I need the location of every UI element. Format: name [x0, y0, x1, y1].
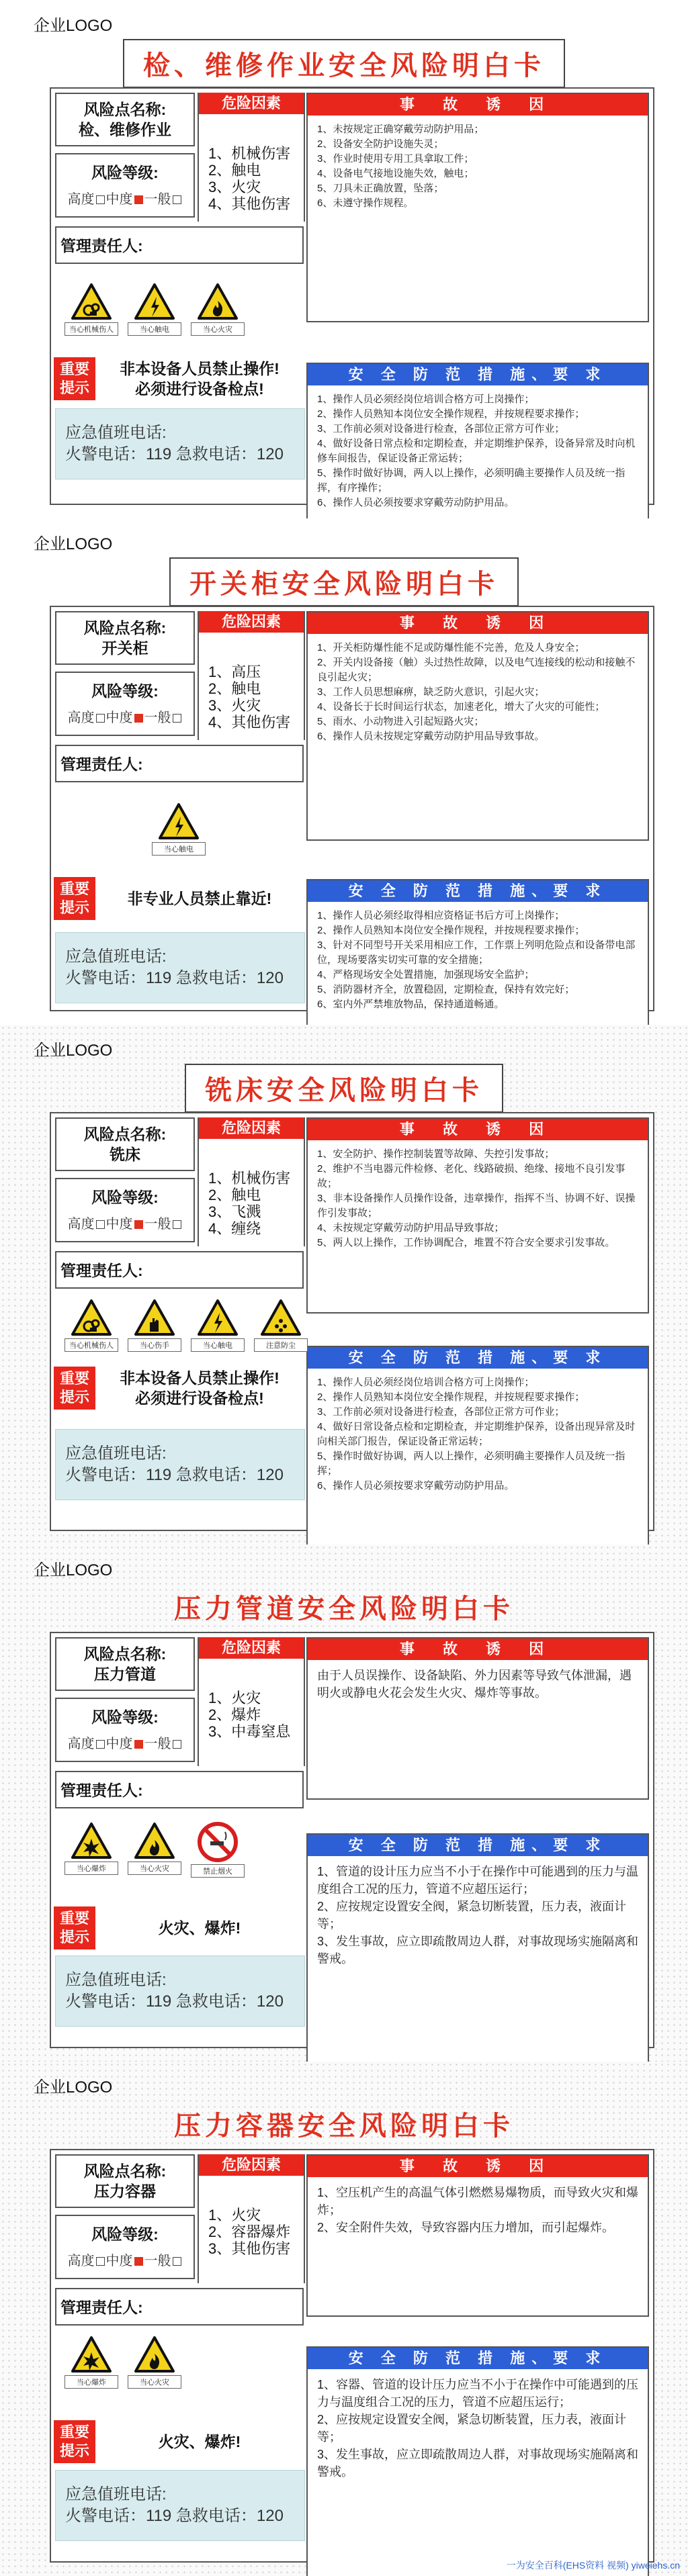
- card-title: 铣床安全风险明白卡: [185, 1064, 503, 1113]
- risk-point-name-cell: [55, 93, 195, 146]
- important-notice: [54, 1905, 304, 1951]
- measure-item: 5、操作时做好协调，两人以上操作，必须明确主要操作人员及统一指挥；: [317, 1451, 626, 1477]
- risk-point-name-label: 风险点名称:: [83, 101, 167, 118]
- measure-item: 6、室内外严禁堆放物品，保持通道畅通。: [317, 999, 505, 1010]
- measure-item: 3、工作前必须对设备进行检查，各部位正常方可作业；: [317, 423, 565, 434]
- emergency-contacts: [55, 2470, 305, 2541]
- level-mid-checkbox[interactable]: [134, 1740, 143, 1749]
- safety-measures-panel: [306, 1833, 649, 2071]
- warning-sign: [64, 1298, 118, 1352]
- warning-sign-caption: 当心伤手: [128, 1338, 181, 1352]
- manager-label: 管理责任人:: [60, 755, 143, 773]
- boom-sign-icon: [64, 2335, 118, 2374]
- company-logo-text: 企业LOGO: [34, 1042, 113, 1060]
- fire-sign-icon: [191, 282, 245, 321]
- notice-tag-line: 提示: [59, 899, 89, 916]
- card-frame: [50, 606, 654, 1011]
- accident-header: 事 故 诱 因: [308, 94, 648, 116]
- card-frame: [50, 87, 654, 508]
- hazard-header: 危险因素: [199, 1117, 304, 1139]
- level-mid-checkbox[interactable]: [134, 2257, 143, 2266]
- warning-sign-caption: 当心火灾: [128, 1861, 181, 1875]
- level-mid-label: 中度: [105, 192, 133, 207]
- warning-sign-caption: 当心火灾: [191, 322, 245, 336]
- notice-message: [95, 359, 304, 399]
- warning-sign-caption: 当心火灾: [128, 2375, 181, 2389]
- notice-line: 火灾、爆炸!: [158, 2433, 241, 2450]
- company-logo-text: 企业LOGO: [34, 17, 113, 35]
- hazard-column: [198, 93, 305, 222]
- risk-card: [0, 518, 688, 1025]
- accident-header: 事 故 诱 因: [308, 2156, 648, 2177]
- measure-item: 1、操作人员必须经取得相应资格证书后方可上岗操作；: [317, 910, 565, 921]
- level-high-label: 高度: [67, 1737, 95, 1751]
- hazard-list: [199, 1659, 304, 1740]
- measure-item: 1、操作人员必须经岗位培训合格方可上岗操作；: [317, 394, 535, 405]
- risk-point-name-value: 压力管道: [94, 1665, 156, 1683]
- level-mid-checkbox[interactable]: [134, 1220, 143, 1229]
- risk-level-options: [56, 2250, 194, 2269]
- level-mid-label: 中度: [105, 1217, 133, 1232]
- warning-sign-caption: 当心机械伤人: [64, 322, 118, 336]
- level-high-label: 高度: [67, 1217, 95, 1232]
- risk-level-label: 风险等级:: [91, 1189, 159, 1206]
- emergency-phones: 火警电话：119 急救电话：120: [65, 1992, 284, 2011]
- hazard-header: 危险因素: [199, 1637, 304, 1659]
- level-mid-label: 中度: [105, 2254, 133, 2268]
- measures-header: 安 全 防 范 措 施、要 求: [308, 2348, 648, 2369]
- risk-level-cell: [55, 672, 195, 736]
- important-notice: [54, 356, 304, 402]
- emergency-phones: 火警电话：119 急救电话：120: [65, 969, 284, 987]
- company-logo-text: 企业LOGO: [34, 1561, 113, 1579]
- notice-line: 非本设备人员禁止操作!: [120, 360, 280, 377]
- emergency-contacts: [55, 1956, 305, 2027]
- notice-tag-line: 提示: [59, 1929, 89, 1945]
- measures-header: 安 全 防 范 措 施、要 求: [308, 1835, 648, 1856]
- hazard-item: 4、缠绕: [208, 1220, 261, 1237]
- risk-point-name-cell: [55, 611, 195, 665]
- level-high-label: 高度: [67, 192, 95, 207]
- fire-sign-icon: [128, 1821, 181, 1860]
- notice-tag-line: 提示: [59, 2442, 89, 2459]
- important-notice: [54, 2419, 304, 2465]
- risk-point-name-cell: [55, 1117, 195, 1171]
- measures-list: [308, 1369, 648, 1500]
- warning-sign: [64, 2335, 118, 2389]
- emergency-contacts: [55, 1429, 305, 1500]
- notice-tag-line: 提示: [59, 379, 89, 396]
- risk-level-options: [56, 1733, 194, 1752]
- measure-item: 2、操作人员熟知本岗位安全操作规程，并按规程要求操作；: [317, 408, 585, 420]
- accident-item: 由于人员误操作、设备缺陷、外力因素等导致气体泄漏，遇明火或静电火花会发生火灾、爆炸等事故。: [317, 1669, 632, 1700]
- level-low-checkbox[interactable]: [173, 714, 181, 723]
- warning-sign-caption: 当心触电: [128, 322, 181, 336]
- accident-item: 1、未按规定正确穿戴劳动防护用品；: [317, 124, 484, 135]
- company-logo-text: 企业LOGO: [34, 2078, 113, 2097]
- emergency-contacts: [55, 408, 305, 479]
- risk-point-name-cell: [55, 1637, 195, 1691]
- measure-item: 2、操作人员熟知本岗位安全操作规程，并按规程要求操作；: [317, 925, 585, 936]
- risk-level-label: 风险等级:: [91, 164, 159, 181]
- hazard-list: [199, 1139, 304, 1237]
- level-low-checkbox[interactable]: [173, 1740, 181, 1749]
- measure-item: 6、操作人员必须按要求穿戴劳动防护用品。: [317, 497, 515, 508]
- measure-item: 4、严格现场安全处置措施，加强现场安全监护；: [317, 969, 535, 980]
- accident-causes-panel: [306, 1117, 649, 1314]
- hazard-item: 2、爆炸: [208, 1706, 261, 1723]
- hazard-item: 2、容器爆炸: [208, 2223, 291, 2240]
- warning-sign: [128, 2335, 181, 2389]
- manager-cell: [55, 1771, 304, 1808]
- warning-sign-caption: 注意防尘: [254, 1338, 308, 1352]
- risk-level-cell: [55, 1178, 195, 1242]
- level-low-checkbox[interactable]: [173, 2257, 181, 2266]
- card-frame: [50, 1112, 654, 1531]
- footer-watermark: 一为安全百科(EHS资料 视频) yiweiehs.cn: [506, 2560, 680, 2571]
- risk-level-label: 风险等级:: [91, 1708, 159, 1726]
- risk-level-cell: [55, 2215, 195, 2279]
- accident-item: 4、设备长于长时间运行状态，加速老化，增大了火灾的可能性；: [317, 701, 605, 712]
- measures-header: 安 全 防 范 措 施、要 求: [308, 364, 648, 385]
- warning-sign-caption: 禁止烟火: [191, 1864, 245, 1878]
- level-high-checkbox[interactable]: [96, 195, 105, 204]
- accident-list: [308, 634, 648, 751]
- manager-label: 管理责任人:: [60, 2299, 143, 2316]
- hazard-item: 4、其他伤害: [208, 714, 291, 731]
- hazard-item: 2、触电: [208, 680, 261, 697]
- measure-item: 2、应按规定设置安全阀，紧急切断装置，压力表，液面计等；: [317, 2413, 627, 2444]
- accident-item: 2、开关内设备接（触）头过热性故障，以及电气连接线的松动和接触不良引起火灾；: [317, 657, 636, 683]
- notice-line: 火灾、爆炸!: [158, 1919, 241, 1937]
- hazard-item: 3、中毒窒息: [208, 1723, 291, 1740]
- card-title: 开关柜安全风险明白卡: [169, 557, 519, 606]
- hazard-column: [198, 1637, 305, 1766]
- emergency-phones: 火警电话：119 急救电话：120: [65, 1466, 284, 1484]
- fire-sign-icon: [128, 2335, 181, 2374]
- accident-causes-panel: [306, 611, 649, 841]
- warning-signs: [64, 2335, 181, 2389]
- accident-item: 2、设备安全防护设施失灵；: [317, 138, 444, 150]
- measure-item: 5、操作时做好协调，两人以上操作，必须明确主要操作人员及统一指挥，有序操作；: [317, 467, 626, 494]
- accident-header: 事 故 诱 因: [308, 1639, 648, 1660]
- accident-item: 1、开关柜防爆性能不足或防爆性能不完善，危及人身安全；: [317, 642, 585, 653]
- hazard-column: [198, 611, 305, 740]
- mech-sign-icon: [64, 1298, 118, 1337]
- risk-point-name-value: 检、维修作业: [79, 121, 171, 138]
- notice-tag: [54, 1906, 95, 1949]
- emergency-duty-phone: 应急值班电话:: [65, 1971, 167, 1989]
- notice-tag-line: 重要: [59, 2424, 89, 2440]
- risk-point-name-value: 压力容器: [94, 2182, 156, 2200]
- warning-sign: [128, 282, 181, 336]
- accident-item: 3、作业时使用专用工具拿取工件；: [317, 153, 474, 165]
- notice-message: [95, 888, 304, 909]
- accident-item: 4、设备电气接地设施失效，触电；: [317, 168, 474, 179]
- emergency-phones: 火警电话：119 急救电话：120: [65, 445, 284, 463]
- notice-tag-line: 重要: [59, 1370, 89, 1387]
- warning-sign: [152, 802, 206, 856]
- measure-item: 4、做好日常设备点检和定期检查，并定期维护保养，设备出现异常及时向相关部门报告，保证设备正常运转；: [317, 1421, 636, 1447]
- manager-cell: [55, 745, 304, 782]
- measures-list: [308, 1856, 648, 1974]
- risk-card: [0, 1545, 688, 2062]
- safety-measures-panel: [306, 363, 649, 533]
- accident-item: 1、安全防护、操作控制装置等故障、失控引发事故；: [317, 1148, 555, 1160]
- hazard-item: 1、火灾: [208, 2207, 261, 2223]
- level-high-checkbox[interactable]: [96, 2257, 105, 2266]
- mech-sign-icon: [64, 282, 118, 321]
- level-high-label: 高度: [67, 710, 95, 725]
- card-frame: [50, 1632, 654, 2048]
- notice-message: [95, 2432, 304, 2452]
- warning-sign: [64, 1821, 118, 1878]
- accident-item: 2、维护不当电器元件检修、老化、线路破损、绝缘、接地不良引发事故；: [317, 1163, 626, 1189]
- emergency-contacts: [55, 932, 305, 1003]
- measures-header: 安 全 防 范 措 施、要 求: [308, 880, 648, 902]
- risk-point-name-value: 铣床: [110, 1146, 140, 1163]
- warning-sign: [64, 282, 118, 336]
- important-notice: [54, 1365, 304, 1411]
- accident-item: 6、未遵守操作规程。: [317, 197, 414, 209]
- notice-tag: [54, 1367, 95, 1410]
- warning-signs: [64, 282, 245, 336]
- warning-sign-caption: 当心爆炸: [64, 1861, 118, 1875]
- risk-level-cell: [55, 1698, 195, 1762]
- measures-header: 安 全 防 范 措 施、要 求: [308, 1347, 648, 1369]
- notice-message: [95, 1368, 304, 1408]
- risk-point-name-label: 风险点名称:: [83, 1645, 167, 1663]
- notice-tag: [54, 357, 95, 400]
- level-mid-checkbox[interactable]: [134, 195, 143, 204]
- level-low-label: 一般: [144, 2254, 171, 2268]
- emergency-duty-phone: 应急值班电话:: [65, 424, 167, 442]
- level-low-checkbox[interactable]: [173, 1220, 181, 1229]
- accident-item: 3、工作人员思想麻痹，缺乏防火意识，引起火灾；: [317, 686, 545, 698]
- boom-sign-icon: [64, 1821, 118, 1860]
- manager-cell: [55, 226, 304, 264]
- accident-causes-panel: [306, 1637, 649, 1800]
- card-frame: [50, 2149, 654, 2563]
- hazard-item: 1、机械伤害: [208, 1170, 291, 1187]
- hazard-header: 危险因素: [199, 611, 304, 633]
- accident-list: [308, 2177, 648, 2243]
- accident-list: [308, 1660, 648, 1708]
- emergency-duty-phone: 应急值班电话:: [65, 948, 167, 966]
- warning-sign-caption: 当心爆炸: [64, 2375, 118, 2389]
- risk-card: [0, 1025, 688, 1545]
- accident-causes-panel: [306, 93, 649, 322]
- measure-item: 5、消防器材齐全，放置稳固，定期检查，保持有效完好；: [317, 984, 575, 995]
- hazard-item: 3、飞溅: [208, 1203, 261, 1220]
- risk-point-name-value: 开关柜: [101, 639, 148, 657]
- notice-line: 必须进行设备检点!: [135, 380, 264, 398]
- measure-item: 4、做好设备日常点检和定期检查，并定期维护保养，设备异常及时向机修车间报告，保证设备正常运转；: [317, 438, 636, 464]
- hazard-column: [198, 2154, 305, 2283]
- risk-level-options: [56, 1213, 194, 1232]
- accident-list: [308, 1140, 648, 1257]
- level-high-label: 高度: [67, 2254, 95, 2268]
- accident-item: 5、刀具未正确放置，坠落；: [317, 183, 444, 194]
- level-high-checkbox[interactable]: [96, 1220, 105, 1229]
- hazard-item: 1、高压: [208, 663, 261, 680]
- hazard-item: 4、其他伤害: [208, 195, 291, 212]
- risk-level-options: [56, 188, 194, 208]
- risk-point-name-label: 风险点名称:: [83, 2162, 167, 2180]
- emergency-duty-phone: 应急值班电话:: [65, 2485, 167, 2503]
- measures-list: [308, 902, 648, 1019]
- hazard-item: 3、其他伤害: [208, 2240, 291, 2257]
- hazard-item: 2、触电: [208, 1187, 261, 1203]
- notice-tag-line: 提示: [59, 1389, 89, 1406]
- manager-label: 管理责任人:: [60, 1782, 143, 1799]
- hazard-column: [198, 1117, 305, 1246]
- elec-sign-icon: [191, 1298, 245, 1337]
- warning-sign: [191, 1298, 245, 1352]
- hazard-list: [199, 114, 304, 212]
- ban-sign-icon: [191, 1821, 245, 1863]
- manager-label: 管理责任人:: [60, 1262, 143, 1279]
- risk-point-name-label: 风险点名称:: [83, 1125, 167, 1143]
- dust-sign-icon: [254, 1298, 308, 1337]
- elec-sign-icon: [128, 282, 181, 321]
- emergency-phones: 火警电话：119 急救电话：120: [65, 2507, 284, 2525]
- measure-item: 1、管道的设计压力应当不小于在操作中可能遇到的压力与温度组合工况的压力，管道不应超压运行；: [317, 1865, 639, 1896]
- warning-sign-caption: 当心触电: [191, 1338, 245, 1352]
- risk-level-label: 风险等级:: [91, 2225, 159, 2243]
- card-title: 压力容器安全风险明白卡: [174, 2111, 514, 2141]
- measure-item: 2、应按规定设置安全阀，紧急切断装置，压力表，液面计等；: [317, 1900, 627, 1931]
- level-low-checkbox[interactable]: [173, 195, 181, 204]
- accident-item: 6、操作人员未按规定穿戴劳动防护用品导致事故。: [317, 731, 545, 742]
- hazard-header: 危险因素: [199, 2154, 304, 2176]
- hazard-item: 3、火灾: [208, 697, 261, 714]
- warning-sign-caption: 当心机械伤人: [64, 1338, 118, 1352]
- measure-item: 1、操作人员必须经岗位培训合格方可上岗操作；: [317, 1377, 535, 1388]
- notice-message: [95, 1918, 304, 1938]
- measure-item: 3、发生事故，应立即疏散周边人群，对事故现场实施隔离和警戒。: [317, 1935, 639, 1966]
- hazard-header: 危险因素: [199, 93, 304, 114]
- accident-list: [308, 116, 648, 218]
- hazard-list: [199, 633, 304, 731]
- hazard-item: 2、触电: [208, 162, 261, 179]
- hazard-item: 1、火灾: [208, 1690, 261, 1706]
- hand-sign-icon: [128, 1298, 181, 1337]
- safety-measures-panel: [306, 2346, 649, 2576]
- accident-item: 2、安全附件失效，导致容器内压力增加，而引起爆炸。: [317, 2221, 615, 2234]
- accident-item: 5、两人以上操作，工作协调配合，堆置不符合安全要求引发事故。: [317, 1237, 615, 1248]
- hazard-list: [199, 2176, 304, 2257]
- accident-item: 4、未按规定穿戴劳动防护用品导致事故；: [317, 1222, 505, 1234]
- accident-header: 事 故 诱 因: [308, 612, 648, 634]
- warning-sign: [128, 1821, 181, 1878]
- notice-tag-line: 重要: [59, 880, 89, 897]
- risk-point-name-label: 风险点名称:: [83, 619, 167, 637]
- warning-signs: [152, 802, 206, 856]
- important-notice: [54, 876, 304, 921]
- measure-item: 3、发生事故，应立即疏散周边人群，对事故现场实施隔离和警戒。: [317, 2448, 639, 2479]
- level-low-label: 一般: [144, 1217, 171, 1232]
- risk-level-cell: [55, 153, 195, 218]
- notice-tag: [54, 2420, 95, 2463]
- measures-list: [308, 385, 648, 517]
- card-title: 压力管道安全风险明白卡: [174, 1594, 514, 1624]
- risk-card: [0, 0, 688, 518]
- manager-cell: [55, 1251, 304, 1289]
- risk-level-label: 风险等级:: [91, 682, 159, 700]
- manager-label: 管理责任人:: [60, 237, 143, 255]
- elec-sign-icon: [152, 802, 206, 841]
- measures-list: [308, 2369, 648, 2487]
- hazard-item: 1、机械伤害: [208, 145, 291, 162]
- warning-sign: [191, 282, 245, 336]
- measure-item: 2、操作人员熟知本岗位安全操作规程，并按规程要求操作；: [317, 1391, 585, 1403]
- emergency-duty-phone: 应急值班电话:: [65, 1444, 167, 1463]
- notice-line: 必须进行设备检点!: [135, 1389, 264, 1407]
- notice-line: 非本设备人员禁止操作!: [120, 1369, 280, 1387]
- warning-sign: [128, 1298, 181, 1352]
- accident-item: 5、雨水、小动物进入引起短路火灾；: [317, 716, 484, 727]
- risk-level-options: [56, 706, 194, 726]
- manager-cell: [55, 2288, 304, 2326]
- notice-tag-line: 重要: [59, 361, 89, 377]
- risk-point-name-cell: [55, 2154, 195, 2208]
- company-logo-text: 企业LOGO: [34, 535, 113, 553]
- warning-sign-caption: 当心触电: [152, 842, 206, 856]
- level-mid-checkbox[interactable]: [134, 714, 143, 723]
- level-low-label: 一般: [144, 192, 171, 207]
- measure-item: 3、针对不同型号开关采用相应工作，工作票上列明危险点和设备带电部位，现场要落实切实可靠的安全措施；: [317, 939, 636, 966]
- warning-signs: [64, 1298, 308, 1352]
- risk-card: [0, 2062, 688, 2576]
- level-high-checkbox[interactable]: [96, 714, 105, 723]
- accident-causes-panel: [306, 2154, 649, 2317]
- measure-item: 6、操作人员必须按要求穿戴劳动防护用品。: [317, 1480, 515, 1491]
- level-mid-label: 中度: [105, 710, 133, 725]
- hazard-item: 3、火灾: [208, 179, 261, 195]
- notice-tag: [54, 877, 95, 920]
- warning-sign: [191, 1821, 245, 1878]
- level-high-checkbox[interactable]: [96, 1740, 105, 1749]
- level-low-label: 一般: [144, 710, 171, 725]
- measure-item: 1、容器、管道的设计压力应当不小于在操作中可能遇到的压力与温度组合工况的压力，管道不应超压运行；: [317, 2378, 639, 2409]
- measure-item: 3、工作前必须对设备进行检查，各部位正常方可作业；: [317, 1406, 565, 1418]
- accident-item: 3、非本设备操作人员操作设备，违章操作，指挥不当、协调不好、误操作引发事故；: [317, 1193, 636, 1219]
- card-title: 检、维修作业安全风险明白卡: [123, 39, 565, 88]
- level-low-label: 一般: [144, 1737, 171, 1751]
- accident-item: 1、空压机产生的高温气体引燃燃易爆物质，而导致火灾和爆炸；: [317, 2186, 639, 2217]
- notice-tag-line: 重要: [59, 1910, 89, 1927]
- level-mid-label: 中度: [105, 1737, 133, 1751]
- notice-line: 非专业人员禁止靠近!: [127, 890, 272, 907]
- warning-signs: [64, 1821, 245, 1878]
- warning-sign: [254, 1298, 308, 1352]
- accident-header: 事 故 诱 因: [308, 1119, 648, 1140]
